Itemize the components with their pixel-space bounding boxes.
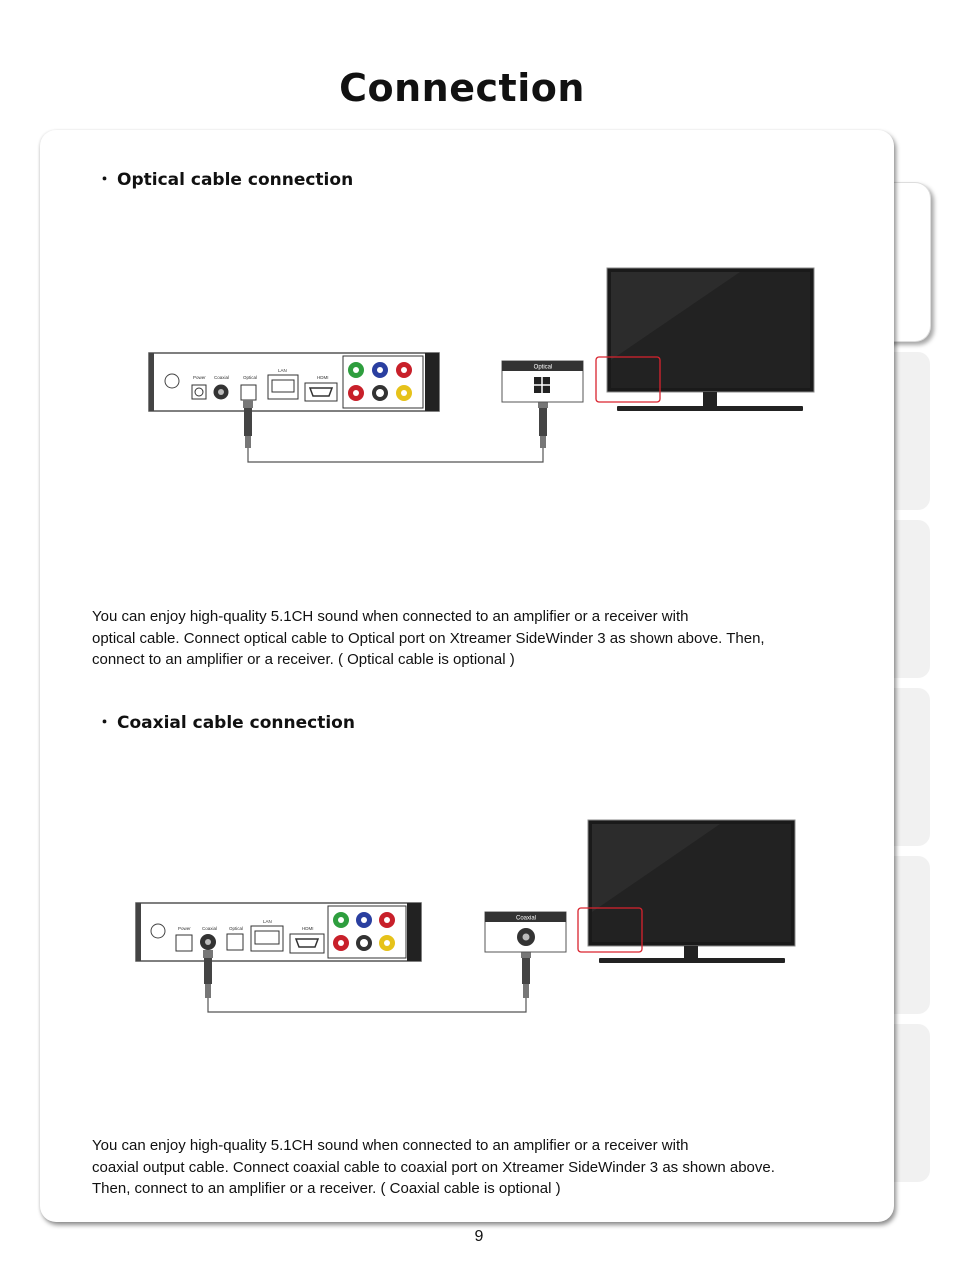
port-label-coaxial: Coaxial [202, 926, 218, 931]
paragraph-line: connect to an amplifier or a receiver. ( Optical cable is optional ) [92, 651, 515, 668]
port-label-coaxial: Coaxial [214, 375, 230, 380]
paragraph-line: You can enjoy high-quality 5.1CH sound when connected to an amplifier or a receiver with [92, 1137, 689, 1154]
receiver-port-box-coaxial [485, 912, 566, 952]
paragraph-line: You can enjoy high-quality 5.1CH sound when connected to an amplifier or a receiver with [92, 608, 689, 625]
section-paragraph-coaxial [92, 1135, 852, 1200]
player-back-panel [136, 903, 421, 961]
heading-text: Coaxial cable connection [117, 713, 355, 733]
heading-bullet: ・ [96, 713, 113, 733]
port-label-lan: LAN [278, 368, 287, 373]
receiver-port-label: Optical [533, 364, 553, 371]
heading-text: Optical cable connection [117, 170, 354, 190]
port-label-optical: Optical [243, 375, 258, 380]
receiver-port-label: Coaxial [515, 915, 537, 922]
port-label-lan: LAN [263, 919, 272, 924]
paragraph-line: coaxial output cable. Connect coaxial cable to coaxial port on Xtreamer SideWinder 3 as shown above. [92, 1158, 775, 1176]
port-label-power: Power [178, 926, 191, 931]
page-number: 9 [474, 1228, 484, 1245]
port-label-optical: Optical [229, 926, 244, 931]
heading-bullet: ・ [96, 170, 113, 190]
page-title: Connection [339, 66, 585, 110]
port-label-power: Power [193, 375, 206, 380]
port-label-hdmi: HDMI [317, 375, 329, 380]
port-label-hdmi: HDMI [302, 926, 314, 931]
paragraph-line: optical cable. Connect optical cable to Optical port on Xtreamer SideWinder 3 as shown above. Then, [92, 629, 765, 647]
paragraph-line: Then, connect to an amplifier or a receiver. ( Coaxial cable is optional ) [92, 1180, 561, 1197]
tv-coaxial [578, 820, 795, 963]
